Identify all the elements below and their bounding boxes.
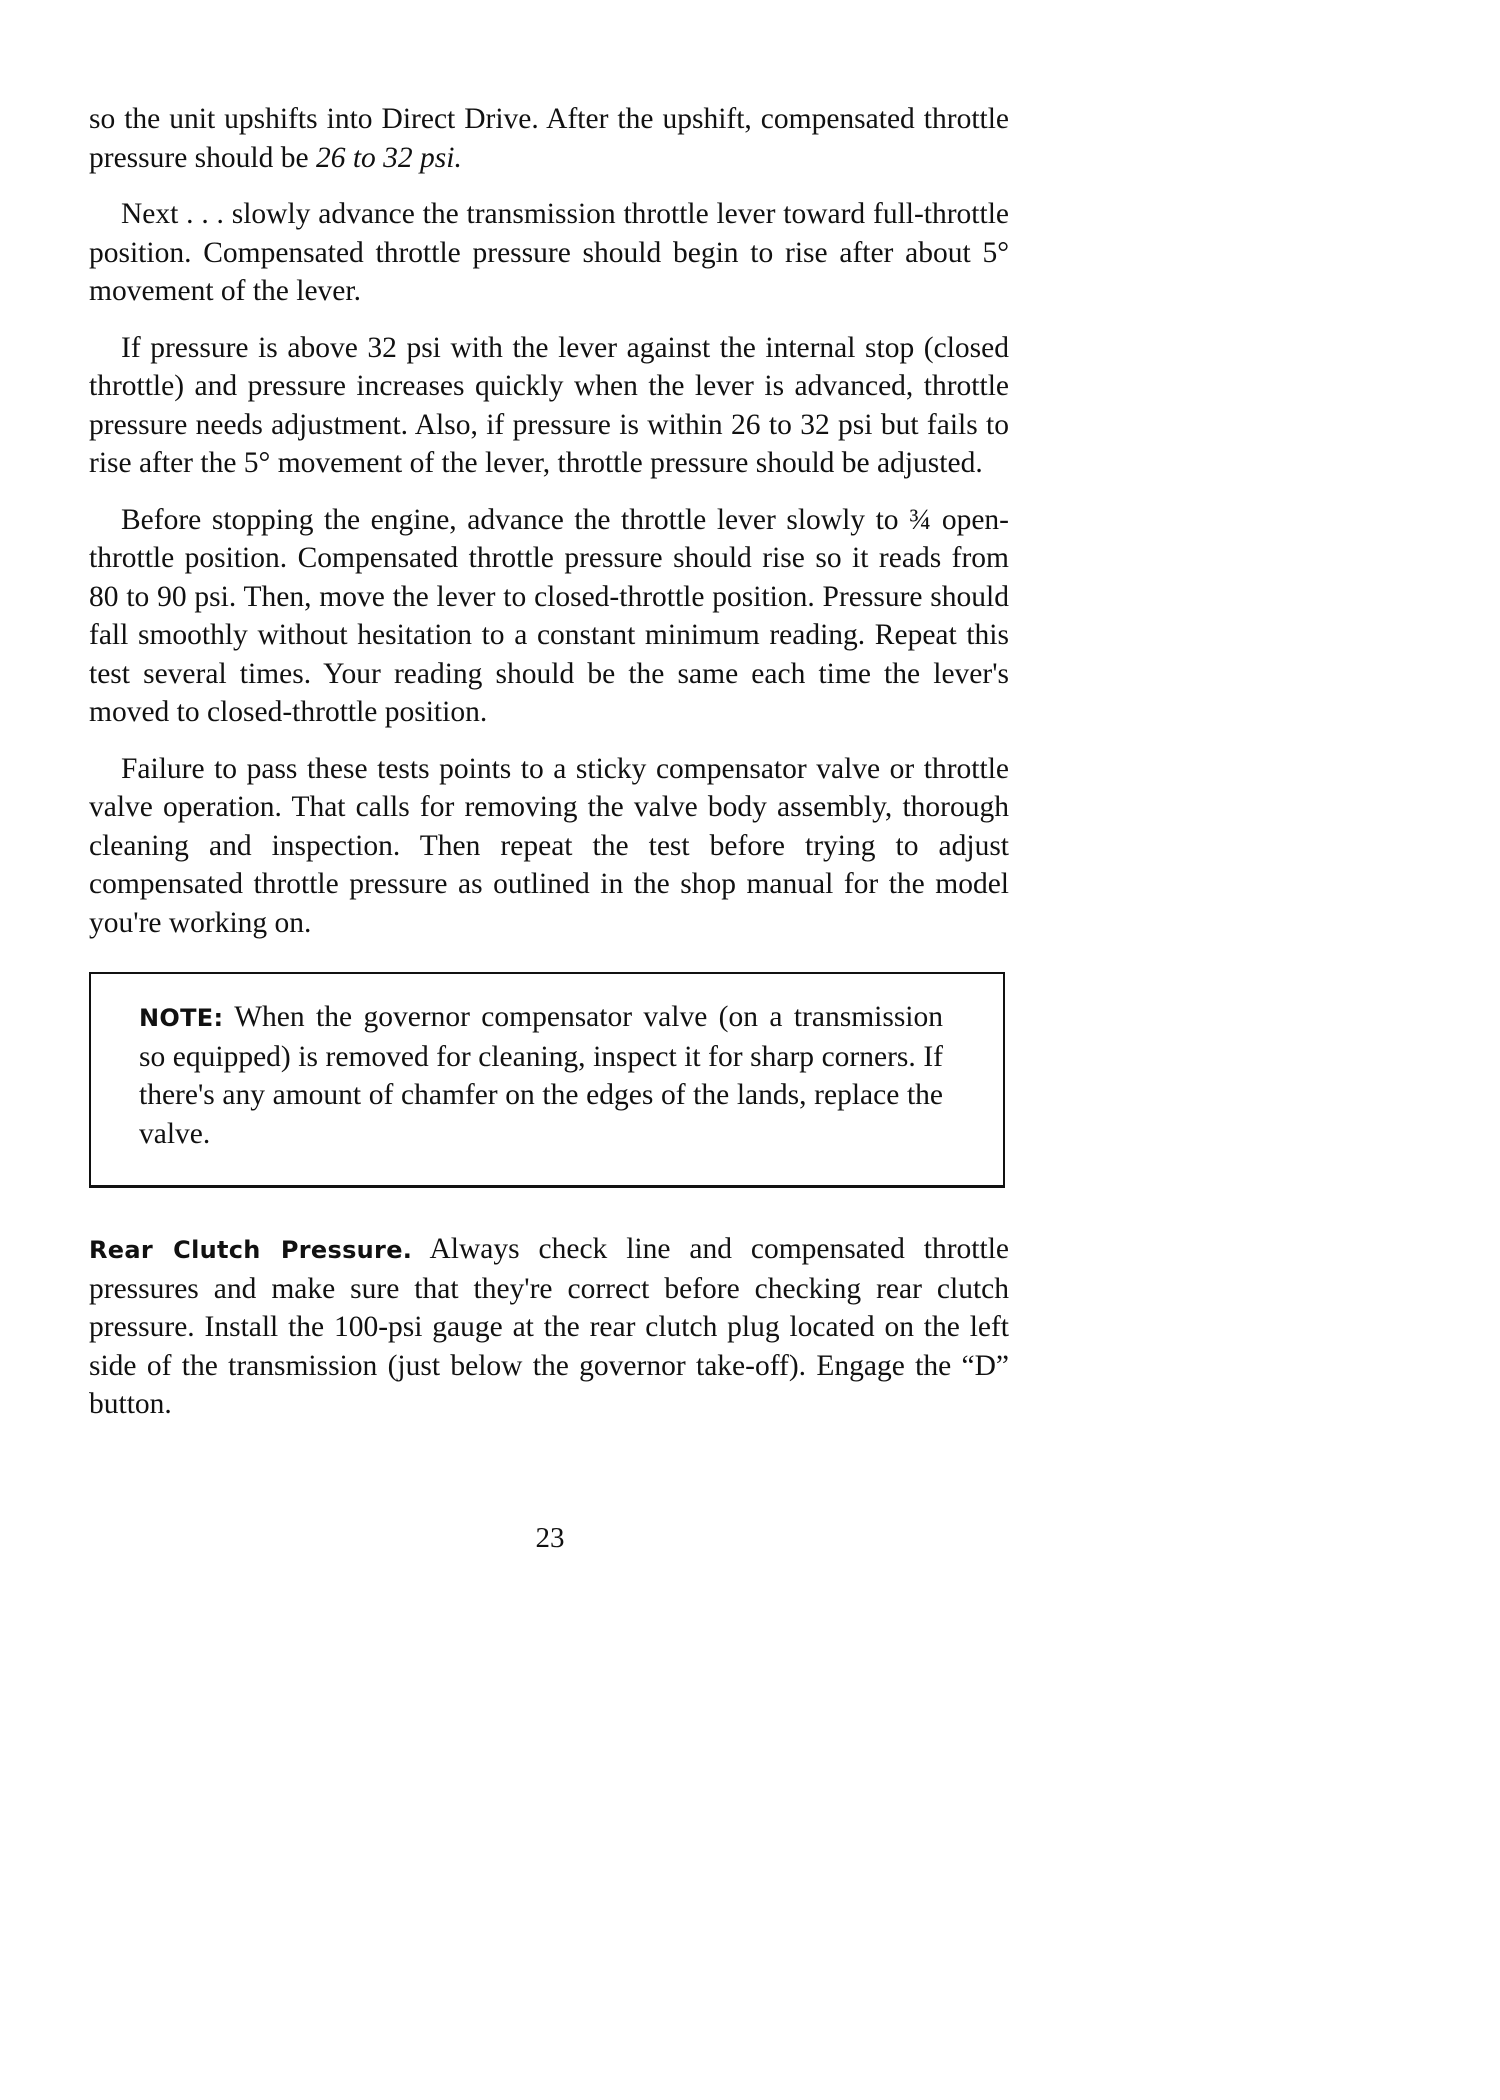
rear-clutch-text: Always check line and compensated throttle pressures and make sure that they're correct before checking rear clutch pressure. Install the 100-psi gauge at the rear clutch plug located on the left side of the transmission (just below the governor take-off). Engage the “D” button.: [89, 1233, 1009, 1420]
rear-clutch-heading: Rear Clutch Pressure.: [89, 1236, 413, 1264]
paragraph-advance-lever: [89, 195, 1009, 311]
paragraph-before-stopping-text: Before stopping the engine, advance the throttle lever slowly to ¾ open-throttle position. Compensated throttle pressure should rise so it reads from 80 to 90 psi. Then, move the lever to closed-throttle position. Pressure should fall smoothly without hesitation to a constant minimum reading. Repeat this test several times. Your reading should be the same each time the lever's moved to closed-throttle position.: [89, 503, 1009, 728]
paragraph-upshift-text: so the unit upshifts into Direct Drive. After the upshift, compensated throttle pressure should be: [89, 103, 1009, 174]
note-text: When the governor compensator valve (on a transmission so equipped) is removed for cleaning, inspect it for sharp corners. If there's any amount of chamfer on the edges of the lands, replace the valve.: [139, 1001, 943, 1150]
paragraph-advance-lever-text: Next . . . slowly advance the transmission throttle lever toward full-throttle position. Compensated throttle pressure should begin to rise after about 5° movement of the lever.: [89, 198, 1009, 307]
paragraph-pressure-adjustment: [89, 329, 1009, 483]
paragraph-rear-clutch: [89, 1230, 1009, 1424]
page-body: [89, 100, 1009, 1442]
paragraph-upshift-italic: 26 to 32 psi.: [315, 141, 462, 174]
page-number: 23: [535, 1522, 565, 1554]
paragraph-failure: [89, 750, 1009, 943]
paragraph-before-stopping: [89, 501, 1009, 732]
note-label: NOTE:: [139, 1004, 224, 1032]
note-box: [89, 972, 1005, 1188]
paragraph-upshift: [89, 100, 1009, 177]
note-paragraph: [139, 998, 943, 1153]
paragraph-failure-text: Failure to pass these tests points to a sticky compensator valve or throttle valve operation. That calls for removing the valve body assembly, thorough cleaning and inspection. Then repeat the test before trying to adjust compensated throttle pressure as outlined in the shop manual for the model you're working on.: [89, 752, 1009, 939]
paragraph-pressure-adjustment-text: If pressure is above 32 psi with the lever against the internal stop (closed throttle) and pressure increases quickly when the lever is advanced, throttle pressure needs adjustment. Also, if pressure is within 26 to 32 psi but fails to rise after the 5° movement of the lever, throttle pressure should be adjusted.: [89, 331, 1009, 479]
